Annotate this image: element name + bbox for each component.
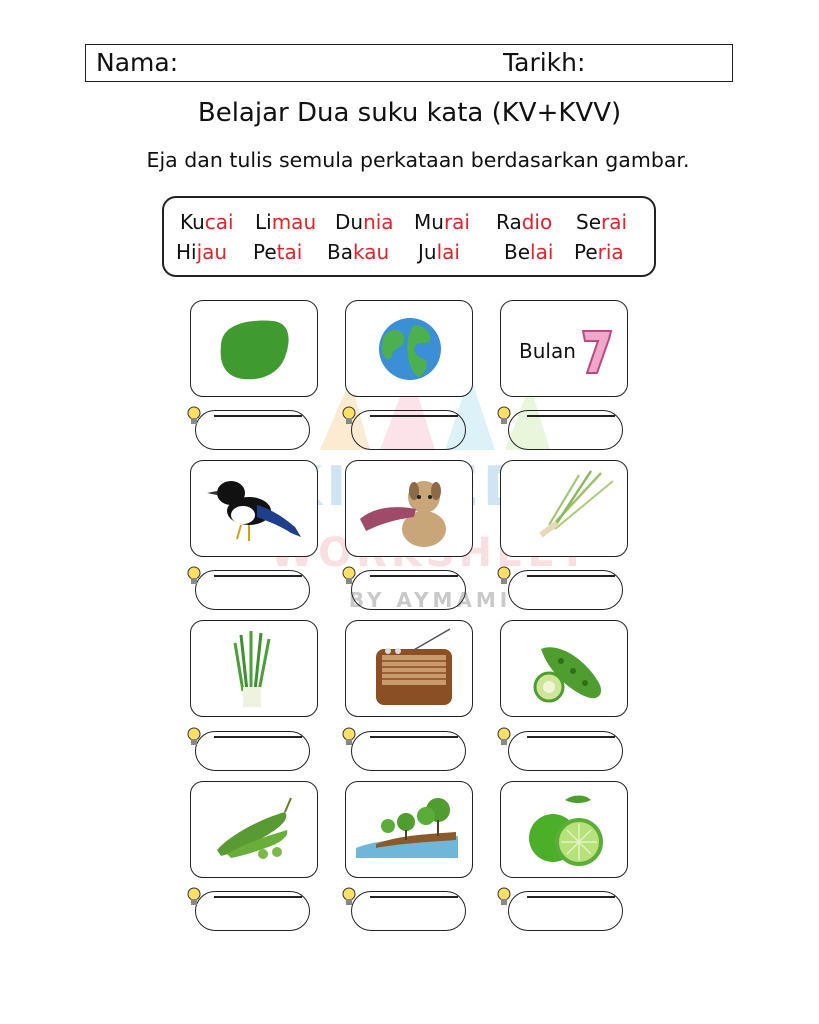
word-bank xyxy=(162,196,656,277)
word-bank-item: Hijau xyxy=(176,240,228,264)
word-bank-item: Dunia xyxy=(335,210,394,234)
lightbulb-icon xyxy=(341,405,357,427)
picture-card-7 xyxy=(190,620,318,717)
page-title: Belajar Dua suku kata (KV+KVV) xyxy=(197,98,622,128)
month-seven-icon xyxy=(501,301,628,397)
spring-onion-icon xyxy=(191,621,318,717)
answer-field-5[interactable] xyxy=(351,570,466,610)
dog-with-scarf-icon xyxy=(346,461,473,557)
word-bank-item: Petai xyxy=(253,240,303,264)
bitter-gourd-icon xyxy=(501,621,628,717)
picture-card-10 xyxy=(190,781,318,878)
picture-card-11 xyxy=(345,781,473,878)
header-box xyxy=(85,44,733,82)
answer-field-8[interactable] xyxy=(351,731,466,771)
lightbulb-icon xyxy=(341,726,357,748)
answer-field-1[interactable] xyxy=(195,410,310,450)
lemongrass-icon xyxy=(501,461,628,557)
petai-beans-icon xyxy=(191,782,318,878)
answer-field-6[interactable] xyxy=(508,570,623,610)
picture-card-9 xyxy=(500,620,628,717)
picture-card-2 xyxy=(345,300,473,397)
answer-field-9[interactable] xyxy=(508,731,623,771)
word-bank-item: Peria xyxy=(574,240,624,264)
magpie-bird-icon xyxy=(191,461,318,557)
answer-field-10[interactable] xyxy=(195,891,310,931)
word-bank-item: Bakau xyxy=(327,240,390,264)
lightbulb-icon xyxy=(341,886,357,908)
lightbulb-icon xyxy=(186,405,202,427)
lightbulb-icon xyxy=(186,565,202,587)
word-bank-item: Radio xyxy=(496,210,553,234)
answer-field-2[interactable] xyxy=(351,410,466,450)
picture-card-5 xyxy=(345,460,473,557)
word-bank-item: Belai xyxy=(504,240,554,264)
answer-field-12[interactable] xyxy=(508,891,623,931)
lightbulb-icon xyxy=(496,565,512,587)
word-bank-item: Julai xyxy=(418,240,460,264)
picture-card-12 xyxy=(500,781,628,878)
lightbulb-icon xyxy=(186,726,202,748)
answer-field-7[interactable] xyxy=(195,731,310,771)
lime-icon xyxy=(501,782,628,878)
answer-field-4[interactable] xyxy=(195,570,310,610)
picture-card-6 xyxy=(500,460,628,557)
picture-card-3 xyxy=(500,300,628,397)
globe-icon xyxy=(346,301,473,397)
instruction-text: Eja dan tulis semula perkataan berdasarkan gambar. xyxy=(146,148,690,172)
lightbulb-icon xyxy=(496,405,512,427)
radio-icon xyxy=(346,621,473,717)
answer-field-11[interactable] xyxy=(351,891,466,931)
picture-card-4 xyxy=(190,460,318,557)
watermark-line3: BY AYMAMI xyxy=(348,588,512,612)
green-blob-icon xyxy=(191,301,318,397)
word-bank-item: Murai xyxy=(414,210,470,234)
picture-card-1 xyxy=(190,300,318,397)
word-bank-item: Serai xyxy=(576,210,628,234)
mangrove-tree-icon xyxy=(346,782,473,878)
lightbulb-icon xyxy=(341,565,357,587)
picture-card-8 xyxy=(345,620,473,717)
lightbulb-icon xyxy=(186,886,202,908)
lightbulb-icon xyxy=(496,886,512,908)
answer-field-3[interactable] xyxy=(508,410,623,450)
lightbulb-icon xyxy=(496,726,512,748)
name-label: Nama: xyxy=(96,48,179,77)
date-label: Tarikh: xyxy=(503,48,586,77)
bulan-text: Bulan xyxy=(519,339,576,363)
word-bank-item: Limau xyxy=(255,210,317,234)
word-bank-item: Kucai xyxy=(180,210,234,234)
